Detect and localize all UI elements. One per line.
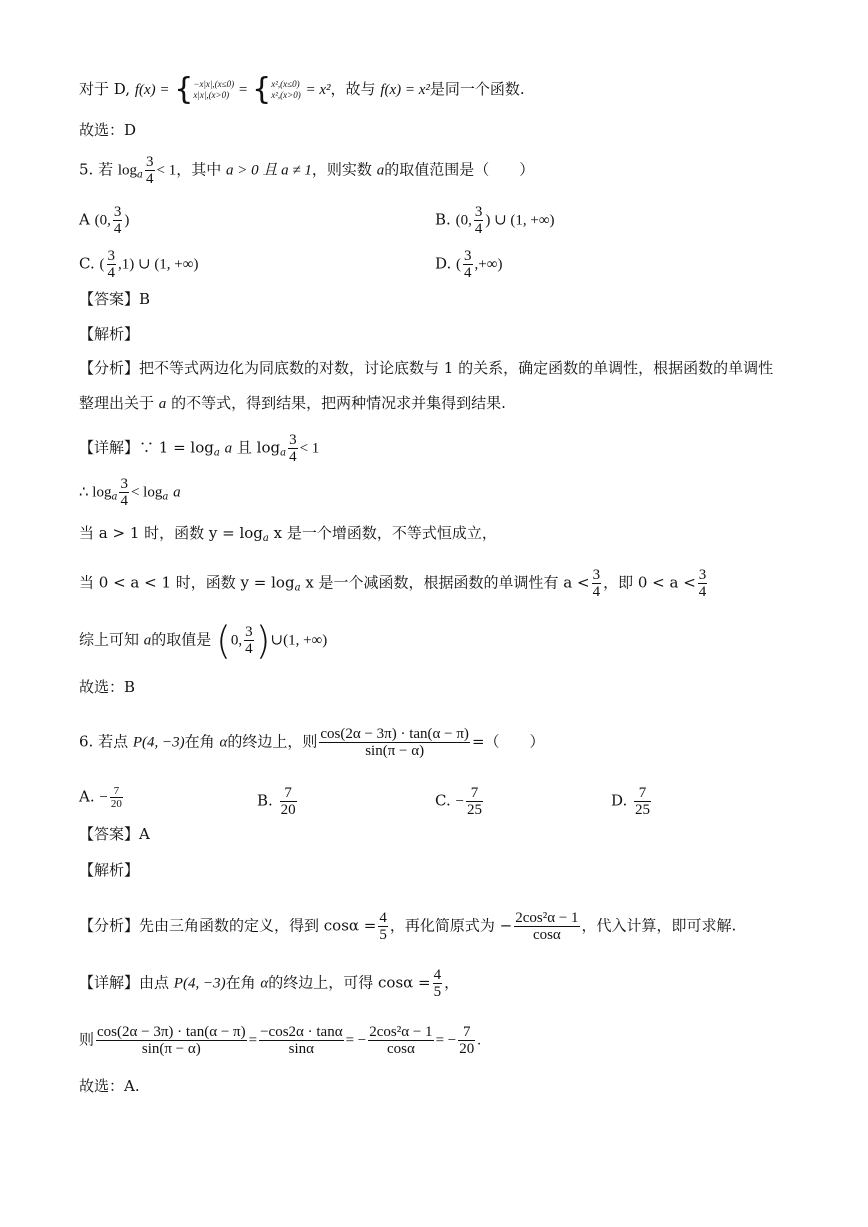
q4-prefix: 对于 D, bbox=[79, 80, 131, 98]
q4-mid: ，故与 bbox=[330, 80, 376, 98]
option-c-frac: $\frac{3}{4}$ bbox=[107, 248, 115, 281]
q5-answer: 【答案】B bbox=[79, 290, 151, 308]
q6-option-b-frac: $\frac{7}{20}$ bbox=[280, 785, 296, 818]
q5-stem-pre: 5. 若 bbox=[79, 160, 114, 179]
case1-base: a bbox=[262, 533, 269, 544]
detail-mid: 且 log bbox=[236, 438, 281, 457]
left-brace-1: { bbox=[174, 72, 194, 107]
q6-detail-end: ， bbox=[444, 973, 460, 992]
q5-summary-line: 综上可知 a的取值是 (0, $\frac{3}{4}$ )∪(1, +∞) bbox=[79, 618, 328, 663]
case2-frac2: $\frac{3}{4}$ bbox=[698, 567, 707, 600]
cases-right bbox=[271, 79, 301, 101]
q5-case1-line bbox=[79, 523, 497, 549]
case2-mid: ，即 0 < a < bbox=[603, 573, 696, 592]
q5-option-a bbox=[79, 204, 129, 237]
q6-option-a-frac: $\frac{7}{20}$ bbox=[110, 785, 122, 810]
q6-fenxi-end: ，代入计算，即可求解. bbox=[581, 916, 737, 935]
case2-x: x 是一个减函数，根据函数的单调性有 a < bbox=[305, 573, 590, 592]
q6-stem-end: =（ ） bbox=[471, 732, 545, 751]
therefore-a: a bbox=[173, 484, 181, 501]
q6-then: 则 bbox=[79, 1030, 95, 1049]
chain-eq1: = bbox=[248, 1032, 258, 1049]
q4-fx: f(x) = bbox=[134, 82, 170, 98]
q4-eq: = x² bbox=[305, 82, 331, 98]
detail-pre: 【详解】∵ 1 = log bbox=[79, 438, 214, 457]
log-text: log bbox=[117, 162, 138, 179]
option-c-label: C. bbox=[79, 254, 95, 273]
q6-option-c-sign: − bbox=[455, 793, 464, 810]
q6-choice: 故选：A. bbox=[79, 1077, 140, 1095]
option-a-frac: $\frac{3}{4}$ bbox=[113, 204, 122, 237]
q5-therefore-line bbox=[79, 476, 181, 509]
q5-fenxi-line1: 【分析】把不等式两边化为同底数的对数，讨论底数与 1 的关系，确定函数的单调性，根据函数的单调性 bbox=[79, 359, 774, 377]
case2-frac1: $\frac{3}{4}$ bbox=[592, 567, 601, 600]
q4-choice: 故选：D bbox=[79, 121, 137, 139]
summary-interval: (1, +∞) bbox=[283, 632, 328, 649]
q5-analysis-head: 【解析】 bbox=[79, 325, 140, 343]
option-b-label: B. bbox=[435, 210, 451, 229]
q6-option-a-sign: − bbox=[99, 789, 108, 806]
chain-frac3: $\frac{\text{2cos²α − 1}}{\cos\alpha}$ bbox=[369, 1024, 433, 1057]
chain-frac2: $\frac{-\cos 2\alpha \cdot \tan\alpha}{\sin\alpha}$ bbox=[260, 1024, 343, 1057]
case2-base: a bbox=[294, 582, 301, 594]
q6-option-a-label: A. bbox=[79, 787, 95, 806]
detail-base1: a bbox=[213, 447, 220, 459]
therefore-base2: a bbox=[162, 491, 169, 503]
q6-answer: 【答案】A bbox=[79, 825, 150, 843]
var-a: a bbox=[376, 162, 385, 179]
q6-option-a bbox=[79, 785, 125, 810]
fenxi2-post: 的不等式，得到结果，把两种情况求并集得到结果. bbox=[171, 394, 506, 412]
q6-fenxi-line bbox=[79, 910, 736, 943]
option-c-pre: ( bbox=[99, 256, 105, 273]
q6-option-d bbox=[611, 785, 653, 818]
q5-fenxi-line2 bbox=[79, 393, 506, 414]
fenxi2-pre: 整理出关于 bbox=[79, 394, 155, 412]
q6-fenxi-frac1: $\frac{4}{5}$ bbox=[379, 910, 387, 943]
q6-expression: $\frac{\cos(2\alpha - 3\pi) \cdot \tan(\alpha - \pi)}{\sin(\pi - \alpha)}$ bbox=[320, 726, 469, 759]
chain-eq3: = − bbox=[435, 1032, 457, 1049]
case2-right: x²,(x>0) bbox=[271, 90, 301, 100]
q6-detail-post: 的终边上，可得 cosα = bbox=[268, 973, 431, 992]
q6-stem-post: 的终边上，则 bbox=[227, 732, 318, 751]
q6-option-b bbox=[257, 785, 299, 818]
detail-a: a bbox=[224, 440, 233, 457]
case2-text: 当 0 < a < 1 时，函数 y = log bbox=[79, 573, 295, 592]
q6-point: P(4, −3) bbox=[132, 734, 185, 751]
q6-detail-mid: 在角 bbox=[225, 973, 256, 992]
q6-option-d-label: D. bbox=[611, 791, 628, 810]
q6-option-c bbox=[435, 785, 485, 818]
option-b-frac: $\frac{3}{4}$ bbox=[474, 204, 483, 237]
q5-condition: a > 0 且 a ≠ 1 bbox=[226, 162, 312, 179]
q6-detail-frac: $\frac{4}{5}$ bbox=[433, 967, 442, 1000]
q5-stem bbox=[79, 154, 534, 187]
q6-fenxi-pre: 【分析】先由三角函数的定义，得到 cosα = bbox=[79, 916, 377, 935]
q5-detail-line bbox=[79, 432, 319, 465]
lt-one: < 1 bbox=[156, 162, 177, 179]
q4-suffix: 是同一个函数. bbox=[429, 80, 525, 98]
q6-alpha: α bbox=[219, 734, 228, 751]
option-d-post: ,+∞) bbox=[474, 256, 503, 273]
q6-fenxi-mid: ，再化简原式为 − bbox=[389, 916, 513, 935]
q6-option-c-frac: $\frac{7}{25}$ bbox=[466, 785, 482, 818]
summary-pre: 综上可知 bbox=[79, 630, 140, 649]
case1-left: −x|x|,(x≤0) bbox=[193, 79, 235, 89]
summary-frac: $\frac{3}{4}$ bbox=[245, 624, 253, 657]
therefore-log: ∴ log bbox=[79, 484, 112, 501]
therefore-frac: $\frac{3}{4}$ bbox=[120, 476, 128, 509]
q6-option-c-label: C. bbox=[435, 791, 451, 810]
case1-x: x 是一个增函数，不等式恒成立， bbox=[273, 524, 497, 542]
option-d-label: D. bbox=[435, 254, 452, 273]
option-a-label: A bbox=[79, 210, 90, 229]
option-b-post: ) ∪ (1, +∞) bbox=[485, 212, 555, 229]
q6-detail-point: P(4, −3) bbox=[173, 975, 226, 992]
q5-stem-post: ，则实数 bbox=[311, 160, 372, 179]
chain-eq2: = − bbox=[345, 1032, 367, 1049]
log-base: a bbox=[137, 169, 144, 181]
chain-frac4: $\frac{7}{20}$ bbox=[459, 1024, 475, 1057]
therefore-lt: < log bbox=[130, 484, 163, 501]
option-c-post: ,1) ∪ (1, +∞) bbox=[118, 256, 199, 273]
q6-option-d-frac: $\frac{7}{25}$ bbox=[635, 785, 651, 818]
q6-detail-alpha: α bbox=[260, 975, 269, 992]
option-d-pre: ( bbox=[456, 256, 462, 273]
q5-stem-mid: ，其中 bbox=[176, 160, 222, 179]
q6-detail-pre: 【详解】由点 bbox=[79, 973, 170, 992]
fraction-3-4: $\frac{3}{4}$ bbox=[146, 154, 154, 187]
q4-fx2: f(x) = x² bbox=[380, 82, 430, 98]
q4-conclusion-line: 对于 D, f(x) = { −x|x|,(x≤0) x|x|,(x>0) = { x²,(x≤0) x²,(x>0) = x²，故与 f(x) = x²是同一个函数. bbox=[79, 72, 525, 107]
chain-frac1: $\frac{\cos(2\alpha - 3\pi) \cdot \tan(\alpha - \pi)}{\sin(\pi - \alpha)}$ bbox=[97, 1024, 246, 1057]
detail-base2: a bbox=[280, 447, 287, 459]
detail-lt1: < 1 bbox=[299, 440, 320, 457]
q5-choice: 故选：B bbox=[79, 678, 136, 696]
chain-period: . bbox=[477, 1032, 481, 1049]
case1-right: x²,(x≤0) bbox=[271, 79, 300, 89]
summary-mid: 的取值是 bbox=[151, 630, 212, 649]
case2-left: x|x|,(x>0) bbox=[193, 90, 230, 100]
therefore-base1: a bbox=[111, 491, 118, 503]
q5-option-b bbox=[435, 204, 555, 237]
q6-option-b-label: B. bbox=[257, 791, 273, 810]
q6-chain-line bbox=[79, 1024, 481, 1057]
detail-frac: $\frac{3}{4}$ bbox=[289, 432, 297, 465]
option-d-frac: $\frac{3}{4}$ bbox=[464, 248, 472, 281]
q6-stem-mid: 在角 bbox=[184, 732, 215, 751]
cases-left bbox=[193, 79, 234, 101]
q6-analysis-head: 【解析】 bbox=[79, 861, 140, 879]
q6-stem bbox=[79, 726, 545, 759]
right-paren: ) bbox=[255, 618, 271, 663]
option-a-pre: (0, bbox=[94, 212, 111, 229]
option-a-post: ) bbox=[124, 212, 130, 229]
q5-stem-end: 的取值范围是（ ） bbox=[384, 160, 535, 179]
q6-stem-pre: 6. 若点 bbox=[79, 732, 129, 751]
q5-option-c bbox=[79, 248, 198, 281]
q6-fenxi-frac2: $\frac{\text{2cos²α − 1}}{\cos\alpha}$ bbox=[515, 910, 579, 943]
left-brace-2: { bbox=[252, 72, 272, 107]
fenxi2-var: a bbox=[158, 396, 167, 412]
q5-option-d bbox=[435, 248, 502, 281]
summary-union: ∪ bbox=[270, 632, 284, 649]
summary-var: a bbox=[143, 632, 152, 649]
option-b-pre: (0, bbox=[455, 212, 472, 229]
q6-detail-line bbox=[79, 967, 459, 1000]
q5-case2-line bbox=[79, 567, 709, 600]
left-paren: ( bbox=[216, 618, 231, 663]
case1-text: 当 a > 1 时，函数 y = log bbox=[79, 524, 263, 542]
